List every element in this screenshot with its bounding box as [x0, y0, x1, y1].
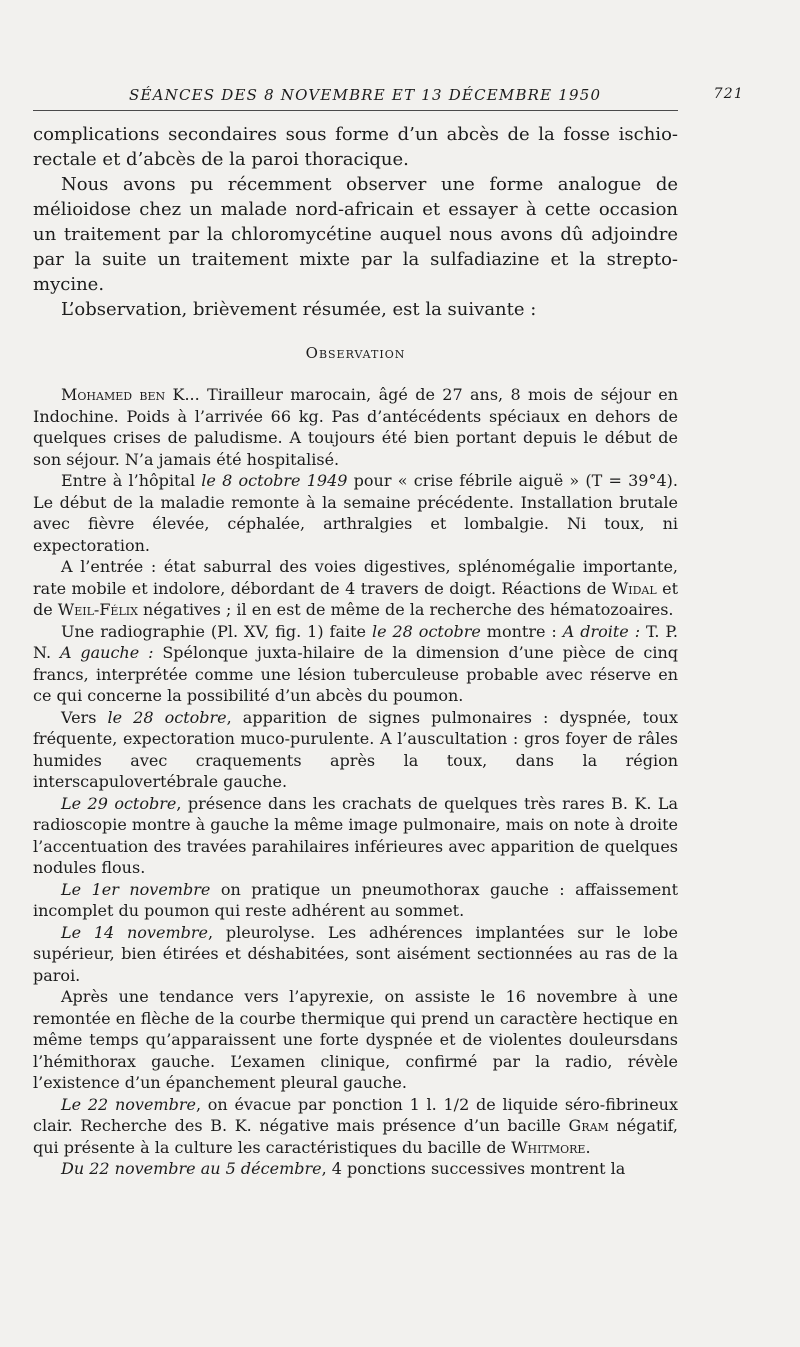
observation-paragraph	[33, 384, 678, 470]
observation-text	[33, 384, 678, 1180]
author-name: Widal	[611, 578, 657, 598]
paragraph: Nous avons pu récemment observer une forme analogue de mélioidose chez un malade nord-africain et essayer à cette occasion un traitement par la chloromycétine auquel nous avons dû adjoindre par la suite un traitement mixte par la sulfadiazine et la strepto-mycine.	[33, 174, 678, 295]
text-run: A l’entrée : état saburral des voies digestives, splénomégalie importante, rate mobile et indolore, débordant de 4 travers de doigt. Réactions de	[33, 557, 678, 598]
body-text	[33, 122, 678, 322]
date-run: Du 22 novembre au 5 décembre	[61, 1159, 322, 1178]
text-run: , présence dans les crachats de quelques très rares B. K. La radioscopie montre à gauche la même image pulmonaire, mais on note à droite l’accentuation des travées parahilaires inférieures avec apparition de quelques nodules flous.	[33, 793, 678, 877]
text-run: et de	[33, 578, 678, 619]
observation-paragraph	[33, 1158, 678, 1180]
running-header	[33, 78, 744, 108]
author-name: Gram	[568, 1116, 609, 1135]
text-run: on pratique un pneumothorax gauche : affaissement incomplet du poumon qui reste adhérent au sommet.	[33, 879, 678, 920]
observation-paragraph	[33, 556, 678, 621]
author-name: Whitmore	[511, 1137, 586, 1157]
text-run: négatif, qui présente à la culture les caractéristiques du bacille de	[33, 1116, 678, 1157]
author-name: Weil-Félix	[57, 600, 138, 619]
text-run: T. P. N.	[33, 621, 678, 662]
text-run: , on évacue par ponction 1 l. 1/2 de liquide séro-fibrineux clair. Recherche des B. K. négative mais présence d’un bacille	[33, 1094, 678, 1135]
header-rule	[33, 110, 678, 111]
side-label: A droite :	[562, 621, 641, 641]
date-run: le 28 octobre	[107, 707, 227, 727]
observation-paragraph: Après une tendance vers l’apyrexie, on assiste le 16 novembre à une remontée en flèche de la courbe thermique qui prend un caractère hectique en même temps qu’apparaissent une forte dyspnée et de violentes douleursdans l’hémithorax gauche. L’examen clinique, confirmé par la radio, révèle l’existence d’un épanchement pleural gauche.	[33, 987, 678, 1092]
observation-paragraph	[33, 1094, 678, 1159]
observation-paragraph	[33, 922, 678, 987]
running-title: SÉANCES DES 8 NOVEMBRE ET 13 DÉCEMBRE 1950	[129, 86, 602, 104]
date-run: Le 22 novembre	[61, 1094, 196, 1114]
date-run: Le 1er novembre	[61, 879, 211, 899]
side-label: A gauche :	[59, 643, 154, 662]
observation-paragraph	[33, 793, 678, 879]
page-number: 721	[713, 86, 744, 102]
date-run: le 8 octobre 1949	[201, 471, 348, 490]
text-run: , 4 ponctions successives montrent la	[321, 1159, 626, 1178]
paragraph: L’observation, brièvement résumée, est la suivante :	[61, 299, 537, 320]
text-run: Tirailleur marocain, âgé de 27 ans, 8 mois de séjour en Indochine. Poids à l’arrivée 66 kg. Pas d’antécédents spéciaux en dehors de quelques crises de paludisme. A toujours été bien portant depuis le début de son séjour. N’a jamais été hospitalisé.	[33, 385, 678, 469]
text-run: .	[585, 1137, 591, 1157]
text-run: montre :	[480, 621, 563, 641]
observation-paragraph	[33, 470, 678, 556]
observation-paragraph	[33, 707, 678, 793]
observation-paragraph	[33, 621, 678, 707]
paragraph: complications secondaires sous forme d’un abcès de la fosse ischio-rectale et d’abcès de la paroi thoracique.	[33, 124, 678, 170]
text-run: Une radiographie (Pl. XV, fig. 1) faite	[61, 621, 372, 641]
observation-paragraph	[33, 879, 678, 922]
text-run: , apparition de signes pulmonaires : dyspnée, toux fréquente, expectoration muco-purulente. A l’auscultation : gros foyer de râles humides avec craquements après la toux, dans la région interscapulovertébrale gauche.	[33, 707, 678, 791]
text-run: pour « crise fébrile aiguë » (T = 39°4). Le début de la maladie remonte à la semaine précédente. Installation brutale avec fièvre élevée, céphalée, arthralgies et lombalgie. Ni toux, ni expectoration.	[33, 471, 678, 555]
text-run: Spélonque juxta-hilaire de la dimension d’une pièce de cinq francs, interprétée comme une lésion tuberculeuse probable avec réserve en ce qui concerne la possibilité d’un abcès du poumon.	[33, 643, 678, 705]
text-run: négatives ; il en est de même de la recherche des hématozoaires.	[137, 600, 674, 619]
date-run: le 28 octobre	[371, 621, 481, 641]
text-run: Vers	[61, 707, 108, 727]
patient-name: Mohamed ben K...	[61, 385, 200, 404]
text-run: , pleurolyse. Les adhérences implantées sur le lobe supérieur, bien étirées et déshabitées, sont aisément sectionnées au ras de la paroi.	[33, 922, 678, 985]
text-run: Entre à l’hôpital	[61, 471, 202, 490]
date-run: Le 29 octobre	[61, 793, 177, 813]
date-run: Le 14 novembre	[61, 922, 208, 942]
section-title: Observation	[305, 344, 406, 362]
